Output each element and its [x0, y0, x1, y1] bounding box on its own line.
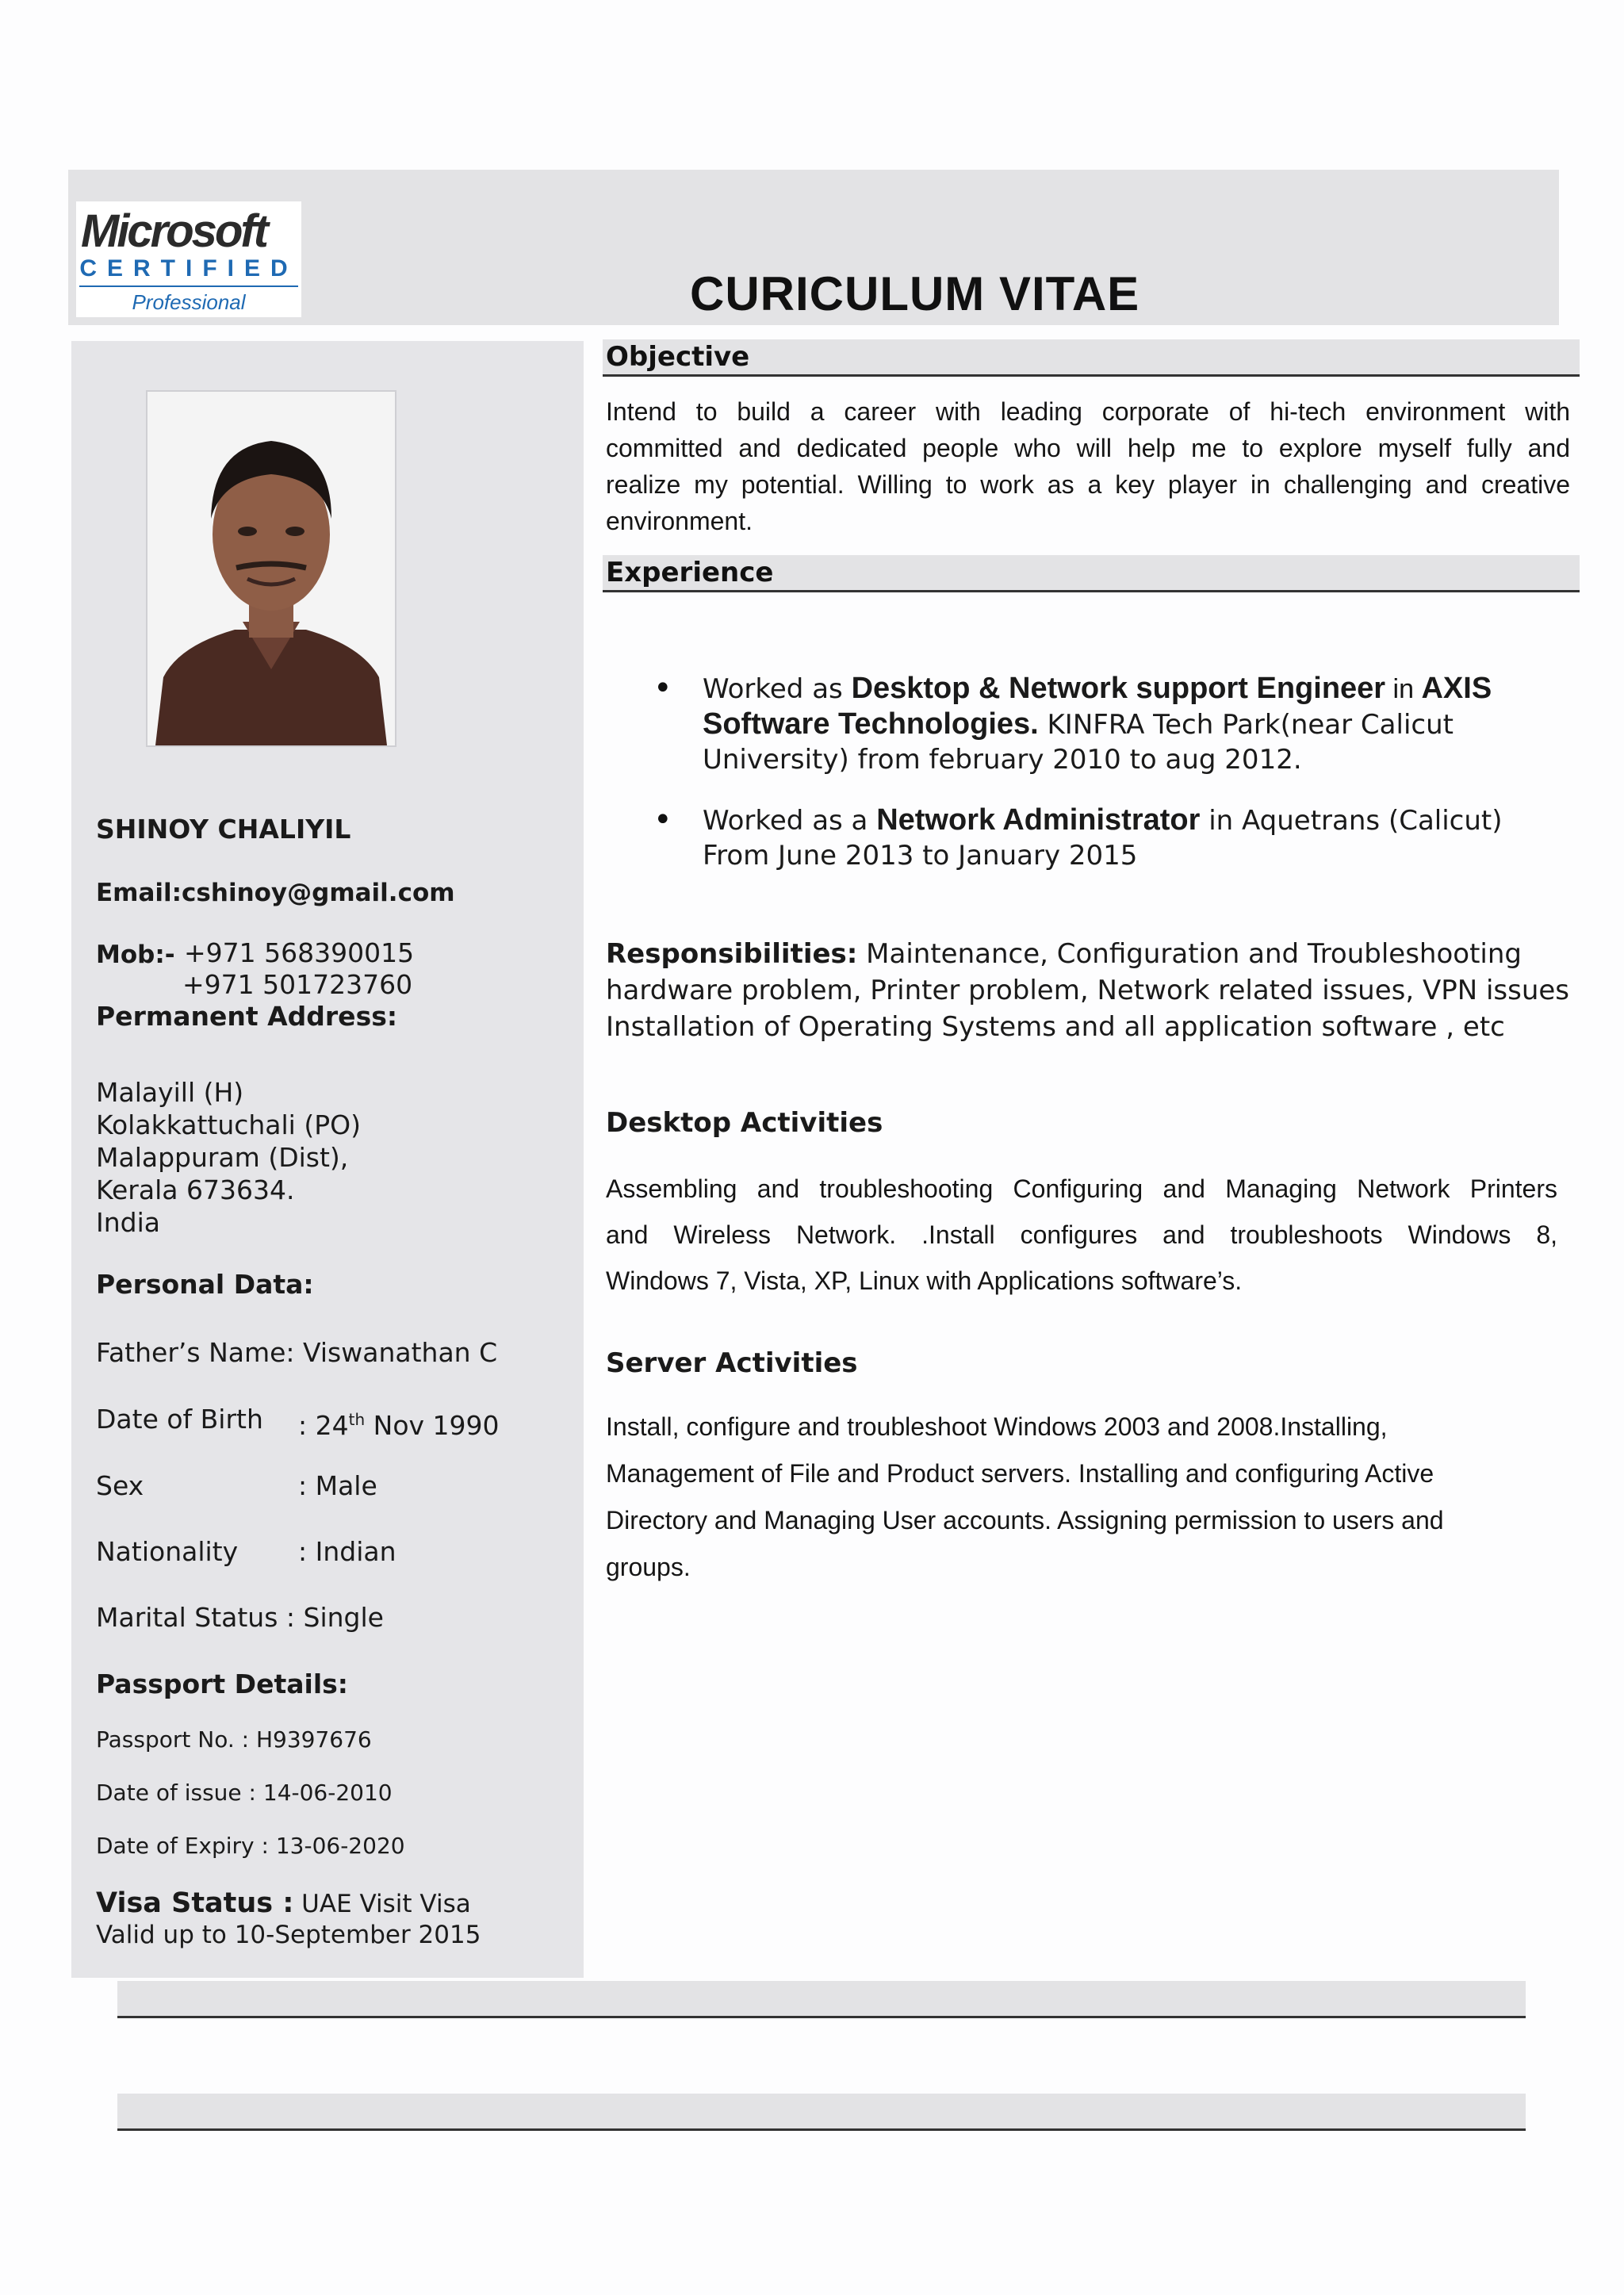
objective-heading: Objective: [606, 341, 750, 373]
experience-heading: Experience: [606, 557, 774, 588]
server-line: Management of File and Product servers. Installing and configuring Active: [606, 1459, 1434, 1488]
address-line: Malayill (H): [96, 1077, 244, 1108]
experience-item-1: Worked as Desktop & Network support Engineer in AXIS Software Technologies. KINFRA Tech Park(near Calicut University) from february 2010 to aug 2012.: [703, 672, 1492, 776]
mobile-number-1: +971 568390015: [184, 937, 415, 968]
objective-line: environment.: [606, 507, 753, 535]
experience-item-2: Worked as a Network Administrator in Aquetrans (Calicut) From June 2013 to January 2015: [703, 803, 1503, 872]
objective-line: Intend to build a career with leading corporate of hi-tech environment with: [606, 397, 1570, 426]
responsibilities: Responsibilities: Maintenance, Configuration and Troubleshooting hardware problem, Printer problem, Network related issues, VPN issues Installation of Operating Systems and all application software , etc: [606, 938, 1570, 1043]
fathers-name: Father’s Name: Viswanathan C: [96, 1337, 498, 1368]
passport-expiry-date: Date of Expiry : 13-06-2020: [96, 1833, 405, 1859]
address-line: India: [96, 1207, 160, 1238]
address-line: Malappuram (Dist),: [96, 1142, 349, 1173]
address-line: Kerala 673634.: [96, 1174, 295, 1205]
footer-band-2: [117, 2094, 1526, 2131]
bullet-icon: •: [653, 802, 672, 838]
address-heading: Permanent Address:: [96, 1001, 398, 1032]
candidate-name: SHINOY CHALIYIL: [96, 814, 351, 845]
page-title: CURICULUM VITAE: [690, 267, 1140, 320]
desktop-activities-heading: Desktop Activities: [606, 1107, 883, 1139]
server-line: Directory and Managing User accounts. Assigning permission to users and: [606, 1506, 1444, 1534]
nationality-label: Nationality: [96, 1536, 239, 1567]
visa-valid-until: Valid up to 10-September 2015: [96, 1921, 481, 1949]
address-line: Kolakkattuchali (PO): [96, 1109, 361, 1140]
mobile-number-2: +971 501723760: [182, 969, 413, 1000]
objective-text: [606, 393, 1570, 539]
person-photo-icon: [147, 392, 395, 745]
server-line: Install, configure and troubleshoot Windows 2003 and 2008.Installing,: [606, 1412, 1388, 1441]
passport-issue-date: Date of issue : 14-06-2010: [96, 1780, 393, 1806]
sex-value: : Male: [298, 1470, 377, 1501]
nationality-value: : Indian: [298, 1536, 396, 1567]
marital-status: Marital Status : Single: [96, 1602, 384, 1633]
passport-number: Passport No. : H9397676: [96, 1726, 372, 1753]
server-line: groups.: [606, 1553, 691, 1581]
dob-value: : 24th Nov 1990: [298, 1410, 500, 1441]
experience-section-header: [603, 555, 1580, 592]
desktop-line: Windows 7, Vista, XP, Linux with Applications software’s.: [606, 1266, 1243, 1295]
objective-line: committed and dedicated people who will help me to explore myself fully and: [606, 434, 1570, 462]
desktop-line: and Wireless Network. .Install configures and troubleshoots Windows 8,: [606, 1220, 1557, 1249]
microsoft-certified-logo: [76, 201, 301, 317]
server-activities-heading: Server Activities: [606, 1347, 858, 1379]
logo-certified-text: CERTIFIED: [79, 255, 298, 282]
personal-data-heading: Personal Data:: [96, 1269, 314, 1300]
dob-label: Date of Birth: [96, 1404, 263, 1435]
desktop-activities-text: [606, 1166, 1557, 1304]
mobile-label: Mob:-: [96, 941, 175, 969]
logo-microsoft-text: Microsoft: [81, 205, 266, 257]
server-activities-text: [606, 1404, 1557, 1591]
profile-photo: [147, 392, 395, 745]
passport-heading: Passport Details:: [96, 1669, 348, 1699]
footer-band-1: [117, 1981, 1526, 2018]
desktop-line: Assembling and troubleshooting Configuring and Managing Network Printers: [606, 1174, 1557, 1203]
bullet-icon: •: [653, 670, 672, 707]
visa-status: Visa Status : UAE Visit Visa: [96, 1887, 471, 1919]
logo-professional-text: Professional: [132, 290, 246, 314]
logo-rule: [79, 285, 298, 287]
objective-section-header: [603, 339, 1580, 377]
email: Email:cshinoy@gmail.com: [96, 879, 455, 907]
sex-label: Sex: [96, 1470, 144, 1501]
objective-line: realize my potential. Willing to work as a key player in challenging and creative: [606, 470, 1570, 499]
